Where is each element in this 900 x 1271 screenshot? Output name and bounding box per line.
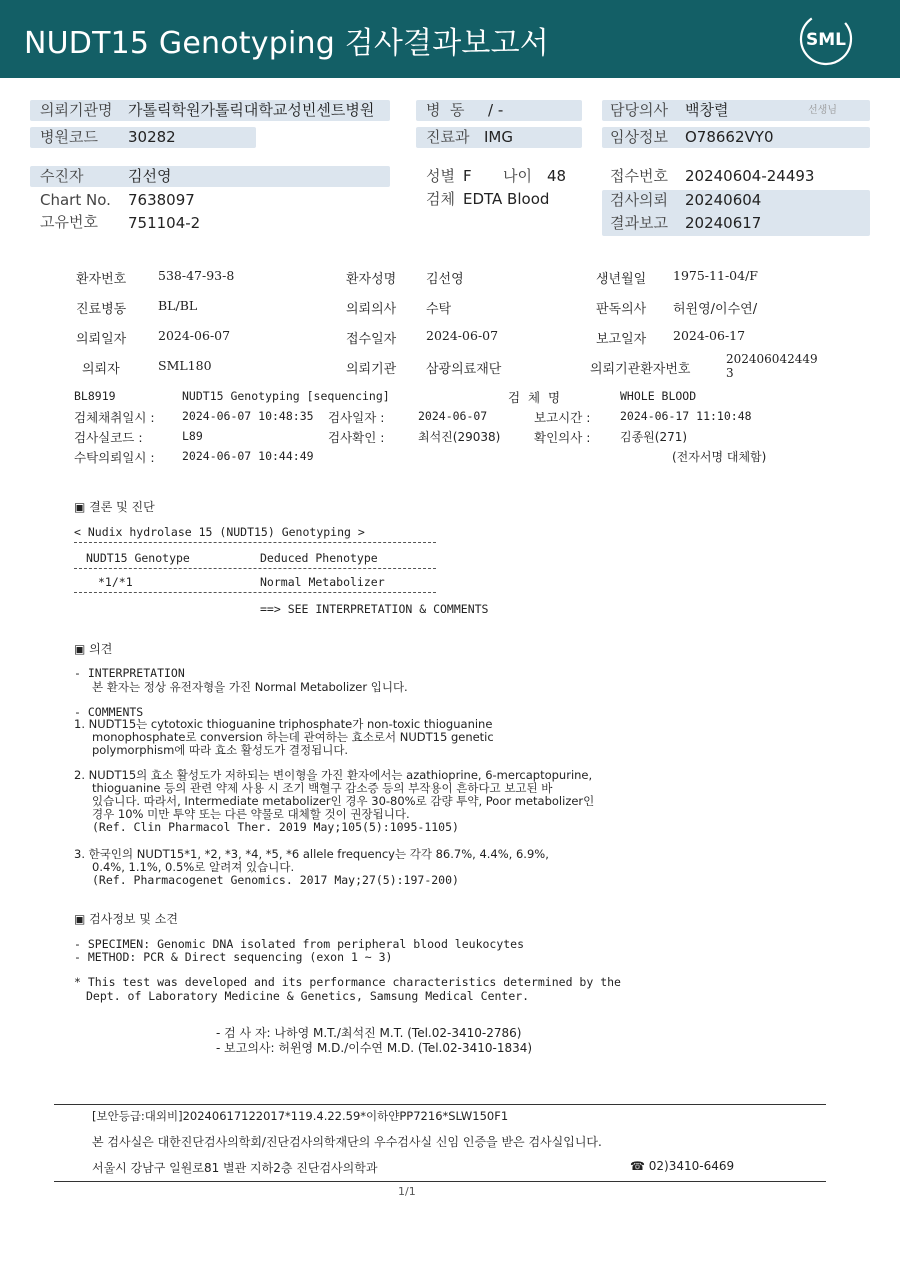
- comments-heading: - COMMENTS: [74, 705, 144, 719]
- hosp-code-value: 30282: [128, 128, 176, 146]
- interp-heading: - INTERPRETATION: [74, 666, 185, 680]
- test-code: BL8919: [74, 389, 116, 403]
- scan-label: 환자번호: [76, 272, 127, 287]
- clinical-value: O78662VY0: [685, 128, 774, 146]
- consign-label: 수탁의뢰일시 :: [74, 450, 155, 465]
- scan-label: 보고일자: [596, 332, 647, 347]
- esign-note: (전자서명 대체함): [672, 450, 767, 464]
- scan-value: 김선영: [426, 272, 464, 287]
- scan-value: 2024-06-07: [158, 328, 231, 343]
- doctor-value: 백창렬: [685, 101, 729, 119]
- divider: [74, 542, 436, 543]
- accession-value: 20240604-24493: [685, 167, 815, 185]
- security-line: [보안등급:대외비]20240617122017*119.4.22.59*이하얀PP7216*SLW150F1: [92, 1109, 509, 1123]
- genotype-value: *1/*1: [98, 575, 133, 589]
- reporttime-value: 2024-06-17 11:10:48: [620, 409, 752, 423]
- scan-value: 202406042449: [726, 352, 818, 366]
- req-org-label: 의뢰기관명: [40, 101, 113, 119]
- collect-value: 2024-06-07 10:48:35: [182, 409, 314, 423]
- footer-rule: [54, 1181, 826, 1182]
- scan-label: 생년월일: [596, 272, 647, 287]
- request-value: 20240604: [685, 191, 762, 209]
- specimen-label: 검체: [426, 190, 455, 208]
- sex-label: 성별: [426, 167, 455, 185]
- tester-line: - 검 사 자: 나하영 M.T./최석진 M.T. (Tel.02-3410-2786): [216, 1026, 522, 1040]
- phone-line: ☎ 02)3410-6469: [630, 1159, 735, 1173]
- specimen-line: - SPECIMEN: Genomic DNA isolated from peripheral blood leukocytes: [74, 937, 525, 951]
- dept-label: 진료과: [426, 128, 470, 146]
- report-header: [0, 0, 900, 78]
- chart-value: 7638097: [128, 191, 195, 209]
- scan-label: 진료병동: [76, 302, 127, 317]
- report-date-value: 20240617: [685, 214, 762, 232]
- verify-label: 확인의사 :: [534, 430, 591, 445]
- req-org-value: 가톨릭학원가톨릭대학교성빈센트병원: [128, 101, 375, 119]
- ward-label: 병 동: [426, 101, 465, 119]
- test-name: NUDT15 Genotyping [sequencing]: [182, 389, 390, 403]
- report-date-label: 결과보고: [610, 214, 668, 232]
- age-label: 나이: [503, 167, 532, 185]
- clinical-label: 임상정보: [610, 128, 668, 146]
- confirm-value: 최석진(29038): [418, 430, 501, 444]
- lab-value: L89: [182, 429, 203, 443]
- divider: [74, 568, 436, 569]
- address-line: 서울시 강남구 일원로81 별관 지하2층 진단검사의학과: [92, 1161, 378, 1175]
- scan-label: 의뢰일자: [76, 332, 127, 347]
- scan-value: 2024-06-17: [673, 328, 746, 343]
- spec-label: 검 체 명: [508, 390, 561, 405]
- dev-note: Dept. of Laboratory Medicine & Genetics, Samsung Medical Center.: [86, 989, 530, 1003]
- uid-value: 751104-2: [128, 214, 201, 232]
- comment-2: 있습니다. 따라서, Intermediate metabolizer인 경우 30-80%로 감량 투약, Poor metabolizer인: [92, 794, 595, 808]
- comment-2: 경우 10% 미만 투약 또는 다른 약물로 대체할 것이 권장됩니다.: [92, 807, 410, 821]
- dev-note: * This test was developed and its performance characteristics determined by the: [74, 975, 621, 989]
- phenotype-col-header: Deduced Phenotype: [260, 551, 378, 565]
- scan-label: 의뢰의사: [346, 302, 397, 317]
- dept-value: IMG: [484, 128, 513, 146]
- chart-label: Chart No.: [40, 191, 111, 209]
- lab-label: 검사실코드 :: [74, 430, 143, 445]
- section-title: ▣ 의견: [74, 642, 113, 656]
- scan-value: SML180: [158, 358, 212, 373]
- footer-rule: [54, 1104, 826, 1105]
- comment-1: monophosphate로 conversion 하는데 관여하는 효소로서 NUDT15 genetic: [92, 730, 494, 744]
- verify-value: 김종원(271): [620, 430, 688, 444]
- comment-3: 3. 한국인의 NUDT15*1, *2, *3, *4, *5, *6 allele frequency는 각각 86.7%, 4.4%, 6.9%,: [74, 847, 549, 861]
- scan-label: 환자성명: [346, 272, 397, 287]
- reporter-line: - 보고의사: 허윈영 M.D./이수연 M.D. (Tel.02-3410-1834): [216, 1041, 533, 1055]
- see-comments: ==> SEE INTERPRETATION & COMMENTS: [260, 602, 489, 616]
- consign-value: 2024-06-07 10:44:49: [182, 449, 314, 463]
- info-bar: [30, 166, 390, 187]
- comment-1: polymorphism에 따라 효소 활성도가 결정됩니다.: [92, 743, 349, 757]
- genotype-title: < Nudix hydrolase 15 (NUDT15) Genotyping >: [74, 525, 365, 539]
- scan-label: 의뢰기관: [346, 362, 397, 377]
- phenotype-value: Normal Metabolizer: [260, 575, 385, 589]
- section-title: ▣ 결론 및 진단: [74, 500, 155, 514]
- confirm-label: 검사확인 :: [328, 430, 385, 445]
- logo-text: SML: [806, 30, 846, 50]
- patient-label: 수진자: [40, 167, 84, 185]
- scan-label: 판독의사: [596, 302, 647, 317]
- scan-value: 수탁: [426, 302, 452, 317]
- uid-label: 고유번호: [40, 213, 98, 231]
- comment-3-ref: (Ref. Pharmacogenet Genomics. 2017 May;27(5):197-200): [92, 873, 459, 887]
- request-label: 검사의뢰: [610, 191, 668, 209]
- cert-line: 본 검사실은 대한진단검사의학회/진단검사의학재단의 우수검사실 신임 인증을 받은 검사실입니다.: [92, 1135, 602, 1149]
- scan-value: 삼광의료재단: [426, 362, 502, 377]
- patient-value: 김선영: [128, 167, 172, 185]
- ward-value: / -: [488, 101, 504, 119]
- comment-1: 1. NUDT15는 cytotoxic thioguanine triphosphate가 non-toxic thioguanine: [74, 717, 493, 731]
- sml-logo: [798, 12, 854, 66]
- section-title: ▣ 검사정보 및 소견: [74, 912, 178, 926]
- doctor-label: 담당의사: [610, 101, 668, 119]
- scan-label: 의뢰기관환자번호: [590, 362, 691, 377]
- specimen-value: EDTA Blood: [463, 190, 550, 208]
- age-value: 48: [547, 167, 567, 185]
- reporttime-label: 보고시간 :: [534, 410, 591, 425]
- scan-value: 2024-06-07: [426, 328, 499, 343]
- scan-value: 3: [726, 366, 734, 380]
- comment-2: thioguanine 등의 관련 약제 사용 시 조기 백혈구 감소증 등의 부작용이 흔하다고 보고된 바: [92, 781, 553, 795]
- comment-2-ref: (Ref. Clin Pharmacol Ther. 2019 May;105(5):1095-1105): [92, 820, 459, 834]
- genotype-col-header: NUDT15 Genotype: [86, 551, 190, 565]
- interp-text: 본 환자는 정상 유전자형을 가진 Normal Metabolizer 입니다.: [92, 680, 408, 694]
- doctor-suffix: 선생님: [808, 105, 837, 116]
- scan-label: 접수일자: [346, 332, 397, 347]
- scan-value: 1975-11-04/F: [673, 268, 758, 283]
- page-number: 1/1: [398, 1185, 416, 1198]
- spec-value: WHOLE BLOOD: [620, 389, 697, 403]
- accession-label: 접수번호: [610, 167, 668, 185]
- hosp-code-label: 병원코드: [40, 128, 98, 146]
- testdate-value: 2024-06-07: [418, 409, 488, 423]
- comment-3: 0.4%, 1.1%, 0.5%로 알려져 있습니다.: [92, 860, 295, 874]
- method-line: - METHOD: PCR & Direct sequencing (exon 1 ~ 3): [74, 950, 393, 964]
- divider: [74, 592, 436, 593]
- scan-value: 허윈영/이수연/: [673, 302, 758, 317]
- sex-value: F: [463, 167, 472, 185]
- report-title: NUDT15 Genotyping 검사결과보고서: [24, 26, 549, 61]
- collect-label: 검체채취일시 :: [74, 410, 155, 425]
- comment-2: 2. NUDT15의 효소 활성도가 저하되는 변이형을 가진 환자에서는 azathioprine, 6-mercaptopurine,: [74, 768, 593, 782]
- scan-label: 의뢰자: [82, 362, 120, 377]
- scan-value: BL/BL: [158, 298, 198, 313]
- testdate-label: 검사일자 :: [328, 410, 385, 425]
- scan-value: 538-47-93-8: [158, 268, 235, 283]
